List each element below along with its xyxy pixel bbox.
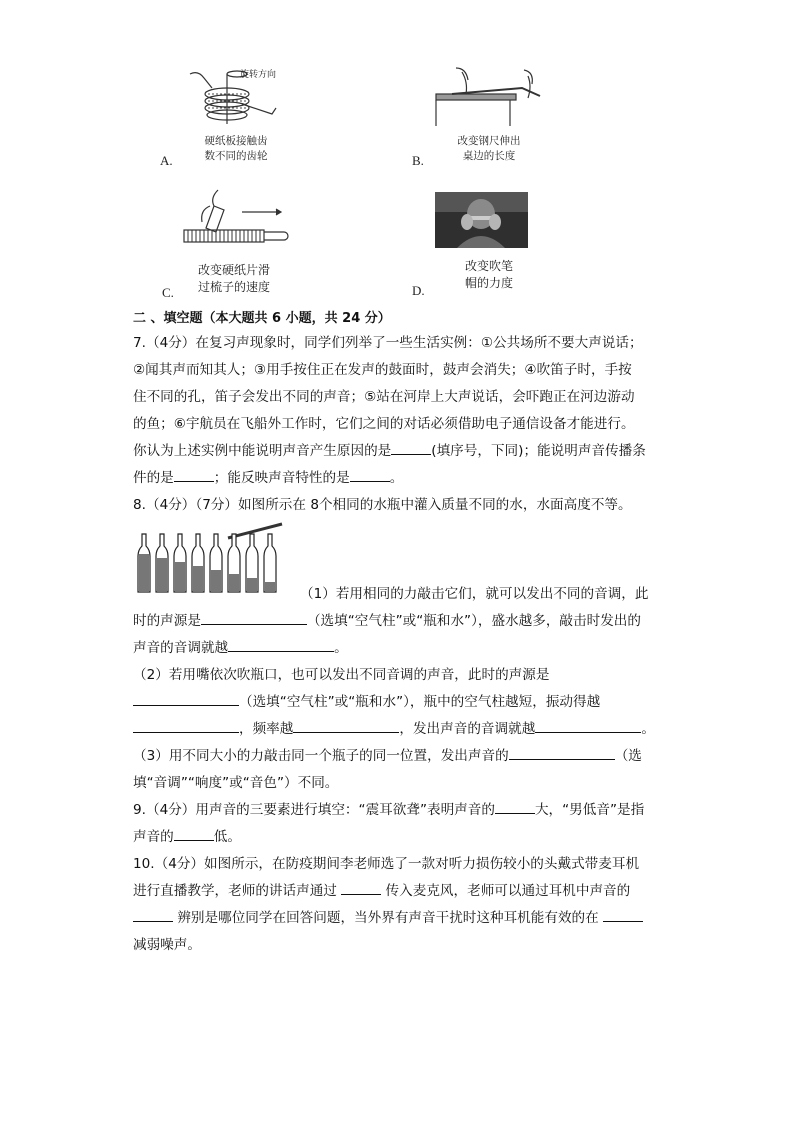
q8-blank-5[interactable] [293,719,399,733]
q8-blank-7[interactable] [509,746,615,760]
q9-blank-1[interactable] [495,800,535,814]
section-title: 二 、填空题（本大题共 6 小题，共 24 分） [133,311,391,326]
q9-line1: 9.（4分）用声音的三要素进行填空：“震耳欲聋”表明声音的 大，“男低音”是指 [133,802,645,818]
q10-blank-1[interactable] [341,881,381,895]
q7-line6: 件的是 ；能反映声音特性的是 。 [133,470,404,486]
q8-line6: （选填“空气柱”或“瓶和水”），瓶中的空气柱越短，振动得越 [133,692,663,712]
q9-line2: 声音的 低。 [133,829,241,845]
q10-line1: 10.（4分）如图所示，在防疫期间李老师选了一款对听力损伤较小的头戴式带麦耳机 [133,856,640,872]
option-b-caption: 改变钢尺伸出 桌边的长度 [457,135,521,162]
q8-line9: 填“音调”“响度”或“音色”）不同。 [133,775,339,791]
q8-line5: （2）若用嘴依次吹瓶口，也可以发出不同音调的声音，此时的声源是 [133,667,550,683]
pen-cap-photo [435,192,528,248]
option-b-letter: B. [412,153,424,168]
q10-line3: 辨别是哪位同学在回答问题，当外界有声音干扰时这种耳机能有效的在 [133,908,663,928]
q7-line4: 的鱼；⑥宇航员在飞船外工作时，它们之间的对话必须借助电子通信设备才能进行。 [133,416,635,432]
q8-line1: 8.（4分）（7分）如图所示在 8个相同的水瓶中灌入质量不同的水，水面高度不等。 [133,497,632,513]
comb-figure [180,186,292,248]
rotate-direction-label: 旋转方向 [240,70,277,80]
q8-line2: （1）若用相同的力敲击它们，就可以发出不同的音调，此 [300,586,649,602]
q8-blank-4[interactable] [133,719,239,733]
q10-blank-2[interactable] [133,908,173,922]
option-a-letter: A. [160,153,173,168]
q7-line5: 你认为上述实例中能说明声音产生原因的是 (填序号，下同)；能说明声音传播条 [133,443,646,459]
q9-blank-2[interactable] [174,827,214,841]
q8-line4: 声音的音调就越 。 [133,640,348,656]
option-c-caption: 改变硬纸片滑 过梳子的速度 [197,263,270,294]
option-d-caption: 改变吹笔 帽的力度 [464,259,513,290]
q8-blank-6[interactable] [535,719,641,733]
q7-line1: 7.（4分）在复习声现象时，同学们列举了一些生活实例：①公共场所不要大声说话； [133,335,643,351]
q7-line3: 住不同的孔，笛子会发出不同的声音；⑤站在河岸上大声说话，会吓跑正在河边游动 [133,389,635,405]
option-a-caption: 硬纸板接触齿 数不同的齿轮 [204,135,268,162]
q8-blank-1[interactable] [201,611,307,625]
q8-blank-2[interactable] [228,638,334,652]
q8-blank-3[interactable] [133,692,239,706]
q8-line8: （3）用不同大小的力敲击同一个瓶子的同一位置，发出声音的 （选 [133,748,642,764]
q7-blank-1[interactable] [391,441,431,455]
q7-blank-3[interactable] [350,468,390,482]
q10-blank-3[interactable] [603,908,643,922]
water-bottles-figure [136,520,286,596]
q10-line4: 减弱噪声。 [133,937,201,953]
q7-blank-2[interactable] [174,468,214,482]
q7-line2: ②闻其声而知其人；③用手按住正在发声的鼓面时，鼓声会消失；④吹笛子时，手按 [133,362,632,378]
option-c-letter: C. [162,285,174,300]
option-d-letter: D. [412,283,425,298]
q8-line3: 时的声源是 （选填“空气柱”或“瓶和水”），盛水越多，敲击时发出的 [133,613,641,629]
q8-line7: ，频率越 ，发出声音的音调就越 。 [133,719,663,739]
q10-line2: 进行直播教学，老师的讲话声通过 传入麦克风，老师可以通过耳机中声音的 [133,883,631,899]
ruler-figure [432,64,544,128]
